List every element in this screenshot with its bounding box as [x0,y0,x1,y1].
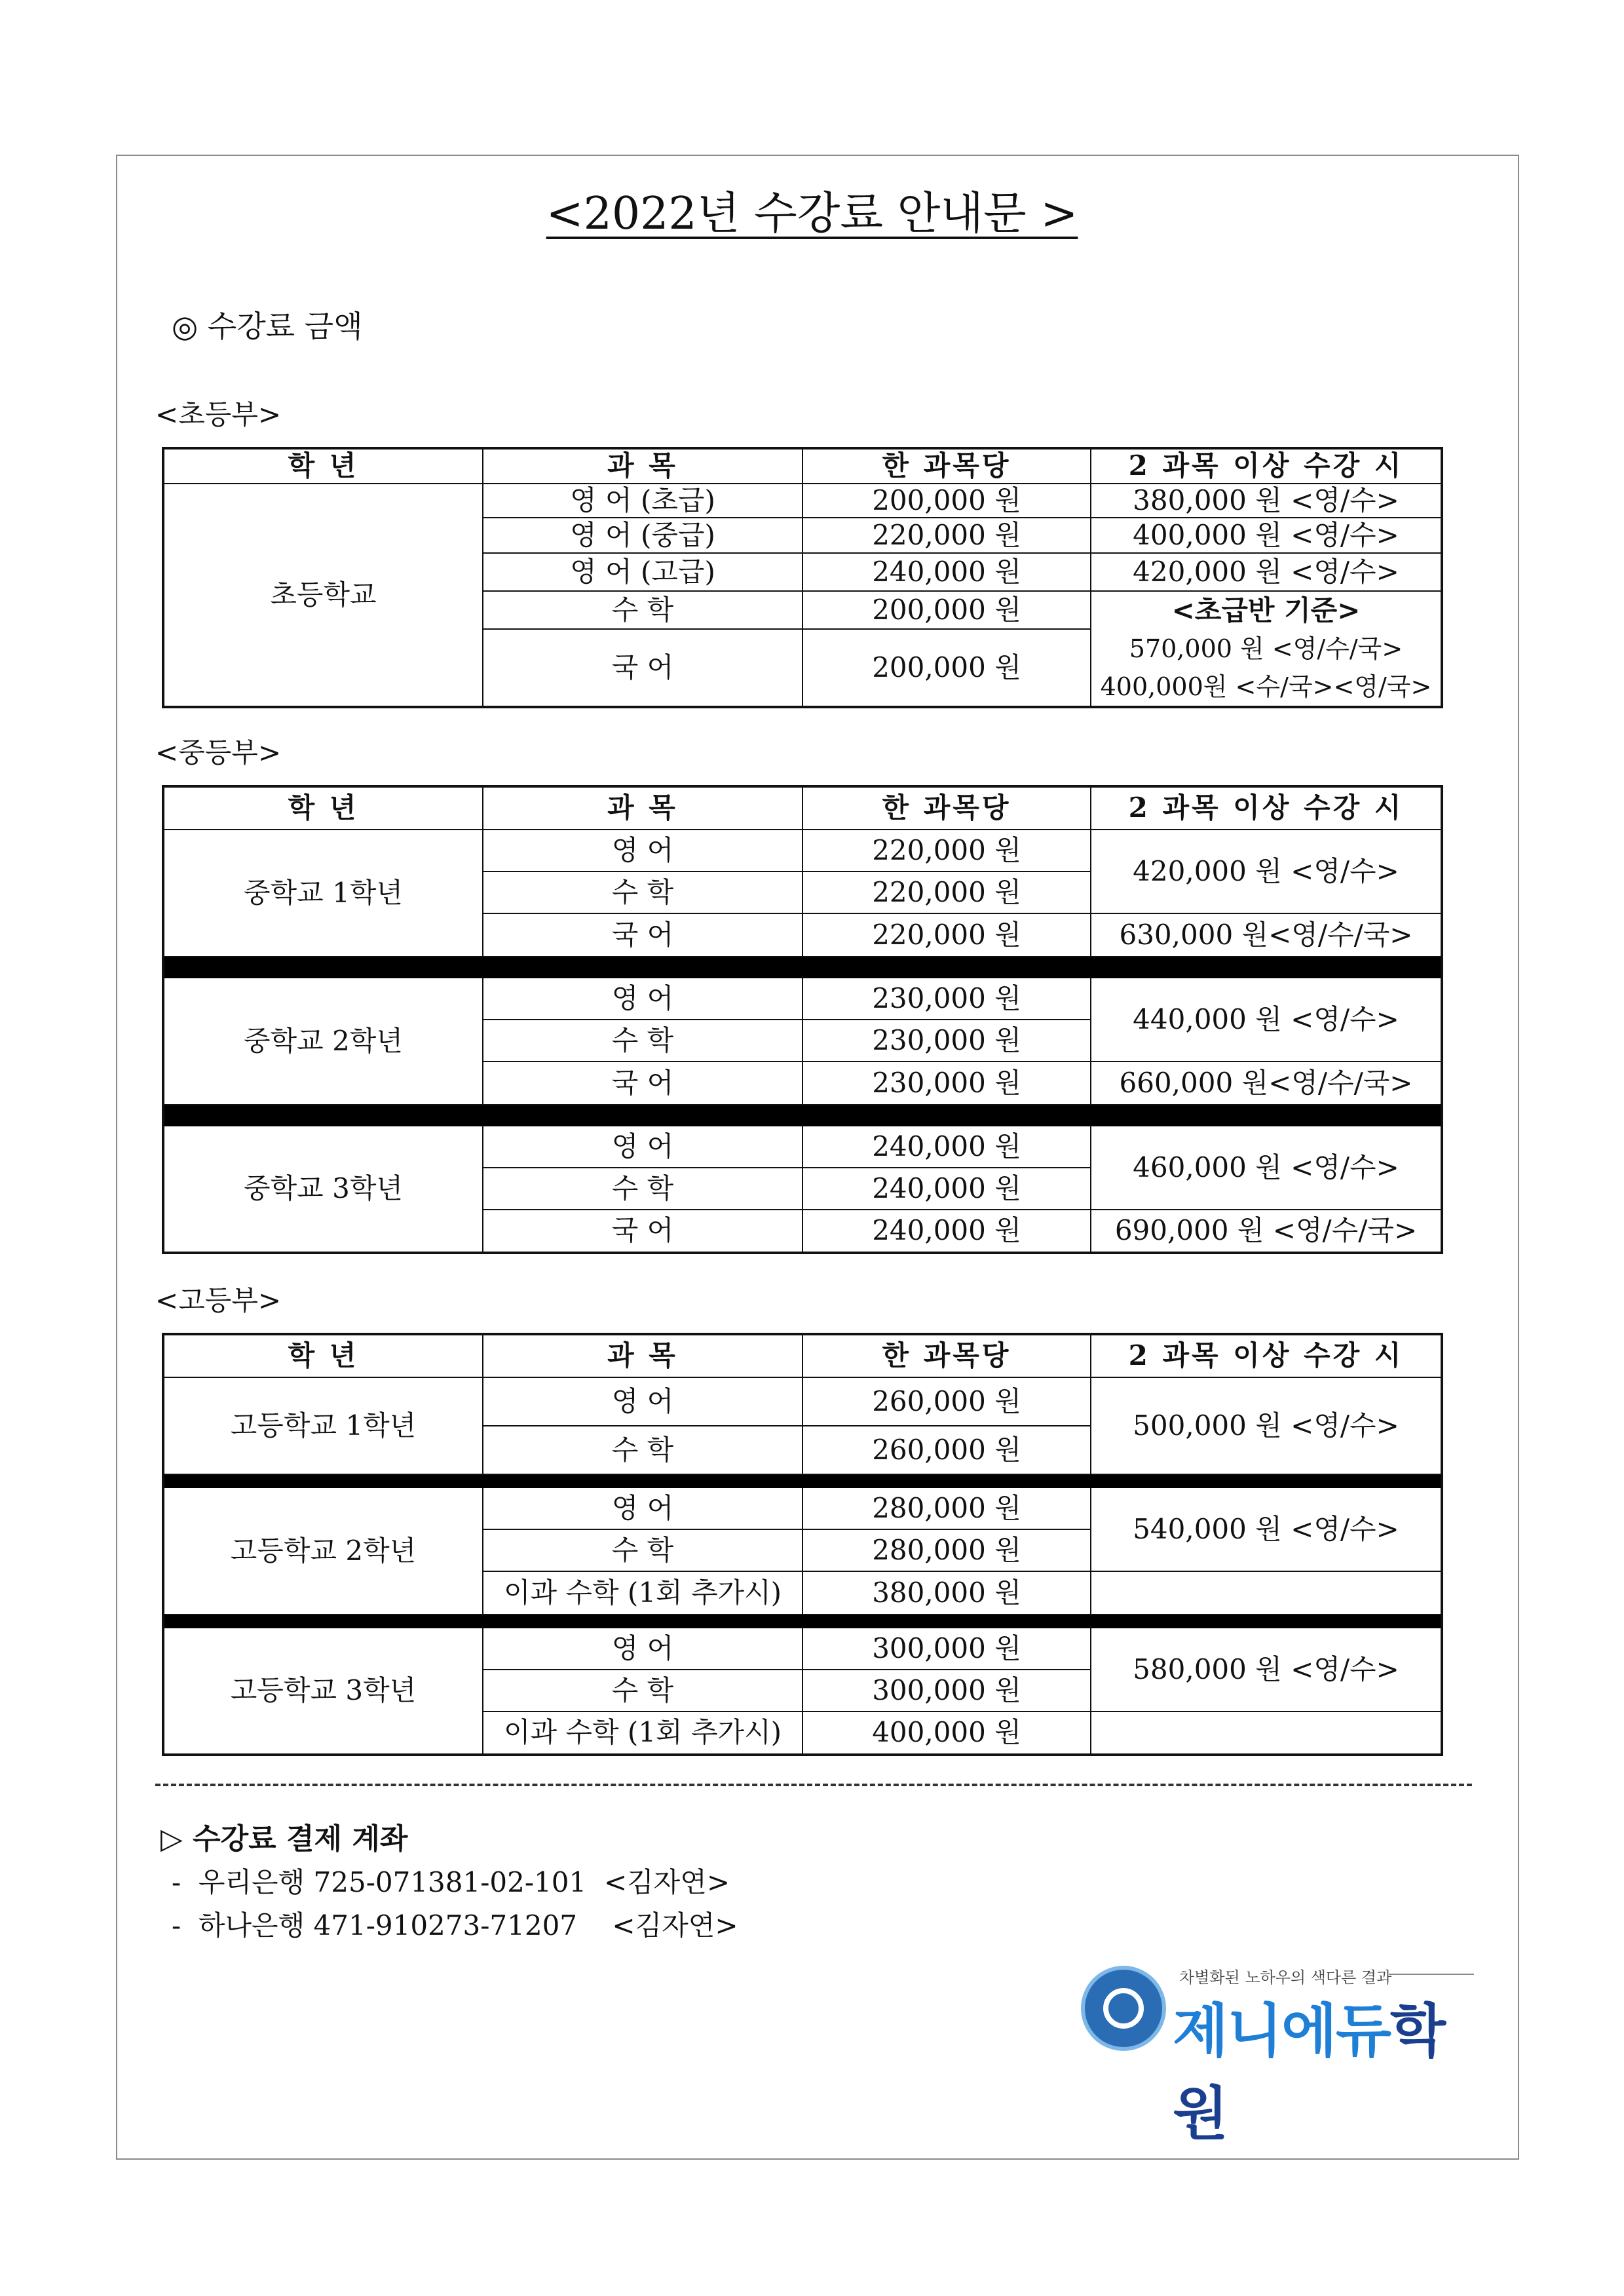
elementary-fee-table [162,447,1443,708]
high-section-label: <고등부> [155,1284,282,1316]
logo-emblem-icon [1081,1966,1166,2051]
header-bundle: 2 과목 이상 수강 시 [1091,448,1442,484]
grade-cell: 중학교 2학년 [163,978,483,1105]
payment-account-hana: - 하나은행 471-910273-71207 <김자연> [172,1909,738,1942]
table-row: 중학교 1학년 영 어 220,000 원 420,000 원 <영/수> [163,830,1442,871]
bundle-note-cell: <초급반 기준> 570,000 원 <영/수/국> 400,000원 <수/국><영/국> [1091,591,1442,707]
table-row: 수 학 240,000 원 [163,1168,1442,1210]
table-row: 수 학 230,000 원 [163,1020,1442,1062]
table-row: 고등학교 2학년 영 어 280,000 원 540,000 원 <영/수> [163,1487,1442,1529]
high-fee-table: 학 년 과 목 한 과목당 2 과목 이상 수강 시 고등학교 1학년 영 어 260,000 원 500,000 원 <영/수> 수 학 260,000 원 고등학교 2학년 영 어 280,000 원 540,000 원 <영/수> 수 학 280,000 원 이과 수학 (1회 추가시) 380,000 원 고등학교 3학년 영 어 300,000 원 580,000 원 <영/수> 수 학 300,000 원 이과 수학 (1회 추가시) 400,000 원 [162,1333,1443,1756]
row-separator [163,957,1442,978]
dashed-divider [155,1784,1472,1786]
header-grade: 학 년 [163,448,483,484]
row-separator [163,1474,1442,1487]
grade-cell: 고등학교 2학년 [163,1487,483,1615]
header-subject: 과 목 [483,448,803,484]
table-row: 중학교 3학년 영 어 240,000 원 460,000 원 <영/수> [163,1126,1442,1168]
page-title: <2022년 수강료 안내문 > [546,188,1078,240]
table-row: 수 학 280,000 원 [163,1529,1442,1571]
table-row: 이과 수학 (1회 추가시) 400,000 원 [163,1712,1442,1755]
middle-fee-table: 학 년 과 목 한 과목당 2 과목 이상 수강 시 중학교 1학년 영 어 220,000 원 420,000 원 <영/수> 수 학 220,000 원 국 어 220,000 원 630,000 원<영/수/국> 중학교 2학년 영 어 230,000 원 440,000 원 <영/수> 수 학 230,000 원 국 어 230,000 원 660,000 원<영/수/국> 중학교 3학년 영 어 240,000 원 460,000 원 <영/수> 수 학 240,000 원 국 어 240,000 원 690,000 원 <영/수/국> [162,785,1443,1254]
fee-subheading: ◎ 수강료 금액 [172,309,363,344]
table-row: 수 학 300,000 원 [163,1670,1442,1712]
table-row: 수 학 220,000 원 [163,871,1442,913]
table-row: 국 어 230,000 원 660,000 원<영/수/국> [163,1062,1442,1105]
table-row: 수 학 260,000 원 [163,1426,1442,1474]
logo-tagline: 차별화된 노하우의 색다른 결과 [1179,1968,1392,1987]
payment-account-woori: - 우리은행 725-071381-02-101 <김자연> [172,1866,730,1898]
table-row: 수 학 200,000 원 <초급반 기준> 570,000 원 <영/수/국> 400,000원 <수/국><영/국> [163,591,1442,629]
logo-name: 제니에듀학원 [1173,1997,1445,2147]
grade-cell: 중학교 3학년 [163,1126,483,1253]
grade-cell: 중학교 1학년 [163,830,483,957]
header-per-subject: 한 과목당 [803,448,1091,484]
grade-cell: 고등학교 3학년 [163,1628,483,1755]
table-row: 이과 수학 (1회 추가시) 380,000 원 [163,1571,1442,1615]
middle-section-label: <중등부> [155,737,282,769]
table-row: 국 어 220,000 원 630,000 원<영/수/국> [163,913,1442,957]
table-row: 영 어 (중급) 220,000 원 400,000 원 <영/수> [163,518,1442,553]
table-row: 국 어 200,000 원 [163,629,1442,707]
table-row: 중학교 2학년 영 어 230,000 원 440,000 원 <영/수> [163,978,1442,1020]
grade-cell: 고등학교 1학년 [163,1377,483,1474]
table-row: 영 어 (고급) 240,000 원 420,000 원 <영/수> [163,553,1442,591]
row-separator [163,1105,1442,1126]
payment-title: ▷ 수강료 결제 계좌 [161,1822,408,1856]
table-row: 국 어 240,000 원 690,000 원 <영/수/국> [163,1210,1442,1253]
table-row: 고등학교 1학년 영 어 260,000 원 500,000 원 <영/수> [163,1377,1442,1426]
row-separator [163,1615,1442,1628]
elementary-section-label: <초등부> [155,398,282,430]
academy-logo [1081,1959,1474,2147]
table-row: 고등학교 3학년 영 어 300,000 원 580,000 원 <영/수> [163,1628,1442,1670]
grade-cell: 초등학교 [163,484,483,707]
table-row: 초등학교 영 어 (초급) 200,000 원 380,000 원 <영/수> [163,484,1442,518]
